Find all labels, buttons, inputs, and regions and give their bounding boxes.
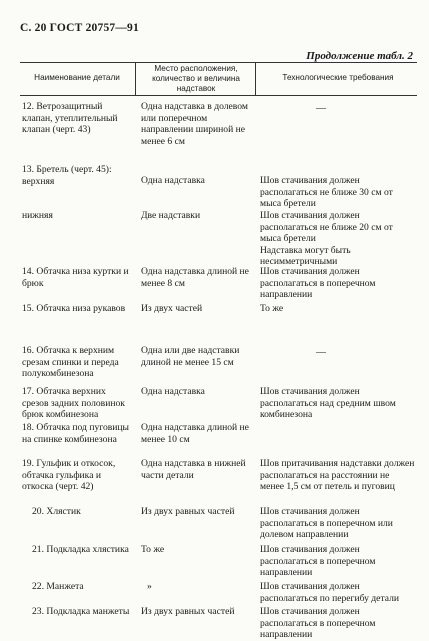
- row-12-place: Одна надставка в долевом или поперечном направлении шириной не менее 6 см: [141, 101, 248, 147]
- row-16-place: Одна или две надставки длиной не менее 15 см: [141, 345, 240, 368]
- row-21-name: 21. Подкладка хлястика: [32, 544, 129, 555]
- row-16-name: 16. Обтачка к верхним срезам спинки и переда полукомбинезона: [22, 345, 119, 380]
- row-15-name: 15. Обтачка низа рукавов: [22, 303, 126, 314]
- row-17-place: Одна надставка: [141, 386, 205, 397]
- row-12-req: —: [316, 103, 326, 114]
- row-19-req: Шов притачивания надставки должен располагаться на расстоянии не менее 1,5 см от петель и пуговиц: [260, 458, 415, 493]
- row-16-req: —: [316, 347, 326, 358]
- row-15-place: Из двух частей: [141, 303, 203, 314]
- row-23-name: 23. Подкладка манжеты: [32, 606, 130, 617]
- row-19-place: Одна надставка в нижней части детали: [141, 458, 246, 481]
- row-12-name: 12. Ветрозащитный клапан, утеплительный клапан (черт. 43): [22, 101, 118, 136]
- row-13-lower-req: Шов стачивания должен располагаться не ближе 20 см от мыса бретели Надставка могут быть несимметричными: [260, 210, 393, 268]
- running-head: С. 20 ГОСТ 20757—91: [20, 22, 139, 34]
- table-header-rule: [20, 95, 417, 96]
- column-divider-2: [255, 62, 256, 95]
- row-13-name: 13. Бретель (черт. 45): верхняя: [22, 164, 112, 187]
- row-15-req: То же: [260, 303, 284, 314]
- row-13-req: Шов стачивания должен располагаться не ближе 30 см от мыса бретели: [260, 175, 393, 210]
- row-13-place: Одна надставка: [141, 175, 205, 186]
- row-18-place: Одна надставка длиной не менее 10 см: [141, 422, 249, 445]
- row-21-place: То же: [141, 544, 165, 555]
- row-17-name: 17. Обтачка верхних срезов задних половинок брюк комбинезона: [22, 386, 125, 421]
- column-header-requirements: Технологические требования: [282, 73, 394, 82]
- row-22-name: 22. Манжета: [32, 581, 84, 592]
- row-17-req: Шов стачивания должен располагаться над средним швом комбинезона: [260, 386, 396, 421]
- row-14-name: 14. Обтачка низа куртки и брюк: [22, 266, 129, 289]
- row-23-req: Шов стачивания должен располагаться в поперечном направлении: [260, 606, 376, 641]
- row-14-place: Одна надставка длиной не менее 8 см: [141, 266, 249, 289]
- column-header-name: Наименование детали: [34, 73, 120, 82]
- row-20-req: Шов стачивания должен располагаться в поперечном или долевом направлении: [260, 506, 393, 541]
- table-continuation-label: Продолжение табл. 2: [306, 50, 413, 62]
- row-20-name: 20. Хлястик: [32, 506, 81, 517]
- row-22-req: Шов стачивания должен располагаться по перегибу детали: [260, 581, 400, 604]
- row-14-req: Шов стачивания должен располагаться в поперечном направлении: [260, 266, 376, 301]
- row-13-lower-name: нижняя: [22, 210, 53, 221]
- row-22-place: »: [147, 581, 152, 592]
- row-18-name: 18. Обтачка под пуговицы на спинке комбинезона: [22, 422, 129, 445]
- row-21-req: Шов стачивания должен располагаться в поперечном направлении: [260, 544, 376, 579]
- table-top-rule: [20, 62, 417, 63]
- row-19-name: 19. Гульфик и откосок, обтачка гульфика и откоска (черт. 42): [22, 458, 116, 493]
- column-divider-1: [135, 62, 136, 95]
- column-header-place: Место расположения, количество и величина надставок: [152, 64, 240, 93]
- row-13-lower-place: Две надставки: [141, 210, 201, 221]
- row-20-place: Из двух равных частей: [141, 506, 235, 517]
- row-23-place: Из двух равных частей: [141, 606, 235, 617]
